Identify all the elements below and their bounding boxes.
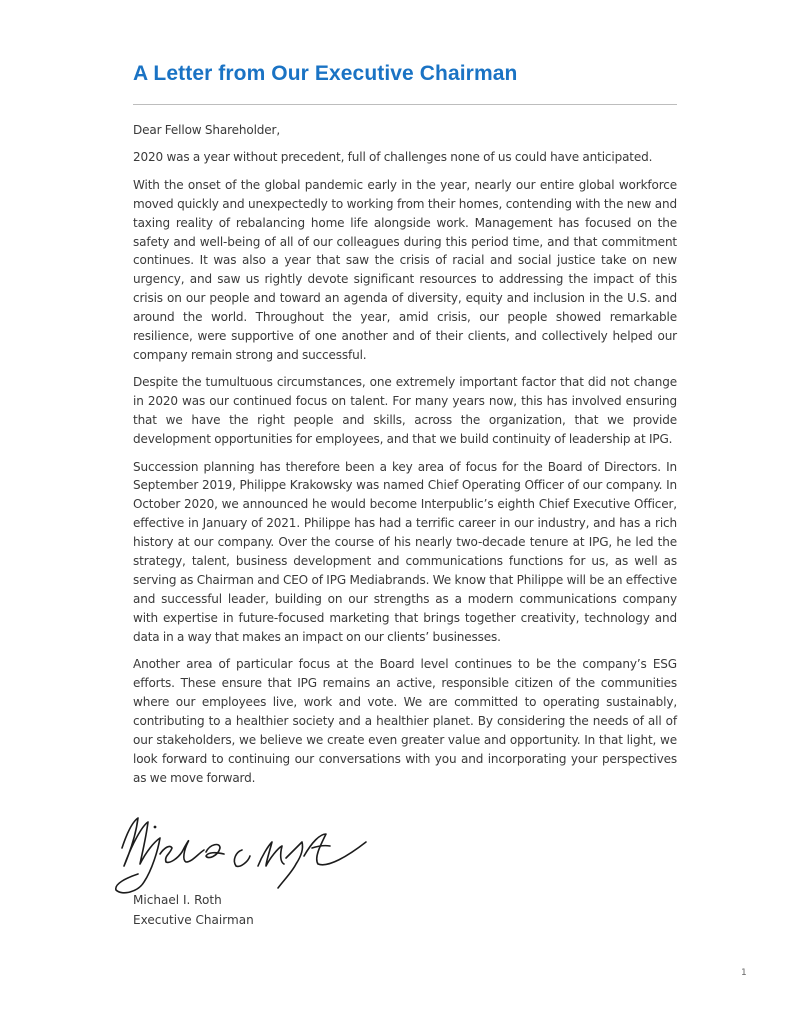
body-paragraph: Another area of particular focus at the Board level continues to be the company’s ESG efforts. These ensure that IPG remains an active, responsible citizen of the communities where our employees live, work and vote. We are committed to operating sustainably, contributing to a healthier society and a healthier planet. By considering the needs of all of our stakeholders, we believe we create even greater value and opportunity. In that light, we look forward to continuing our conversations with you and incorporating your perspectives as we move forward. <box>133 657 677 785</box>
body-paragraph: Succession planning has therefore been a key area of focus for the Board of Directors. In September 2019, Philippe Krakowsky was named Chief Operating Officer of our company. In October 2020, we announced he would become Interpublic’s eighth Chief Executive Officer, effective in January of 2021. Philippe has had a terrific career in our industry, and has a rich history at our company. Over the course of his nearly two-decade tenure at IPG, he led the strategy, talent, business development and communications functions for us, as well as serving as Chairman and CEO of IPG Mediabrands. We know that Philippe will be an effective and successful leader, building on our strengths as a modern communications company with expertise in future-focused marketing that brings together creativity, technology and data in a way that makes an impact on our clients’ businesses. <box>133 459 677 644</box>
body-paragraph: With the onset of the global pandemic early in the year, nearly our entire global workforce moved quickly and unexpectedly to working from their homes, contending with the new and taxing reality of rebalancing home life alongside work. Management has focused on the safety and well-being of all of our colleagues during this period time, and that commitment continues. It was also a year that saw the crisis of racial and social justice take on new urgency, and saw us rightly devote significant resources to addressing the impact of this crisis on our people and toward an agenda of diversity, equity and inclusion in the U.S. and around the world. Throughout the year, amid crisis, our people showed remarkable resilience, were supportive of one another and of their clients, and collectively helped our company remain strong and successful. <box>133 177 677 362</box>
signatory-role: Executive Chairman <box>133 912 254 927</box>
handwritten-signature <box>108 808 378 898</box>
body-paragraph: 2020 was a year without precedent, full of challenges none of us could have anticipated. <box>133 150 653 165</box>
salutation: Dear Fellow Shareholder, <box>133 123 281 137</box>
body-paragraph: Despite the tumultuous circumstances, one extremely important factor that did not change in 2020 was our continued focus on talent. For many years now, this has involved ensuring that we have the right people and skills, across the organization, that we provide development opportunities for employees, and that we build continuity of leadership at IPG. <box>133 375 677 447</box>
signatory-name: Michael I. Roth <box>133 893 222 907</box>
letter-body <box>133 121 677 796</box>
signature-block <box>133 891 254 930</box>
title-divider <box>133 104 677 105</box>
page-number: 1 <box>741 968 747 978</box>
page-title: A Letter from Our Executive Chairman <box>133 62 518 85</box>
